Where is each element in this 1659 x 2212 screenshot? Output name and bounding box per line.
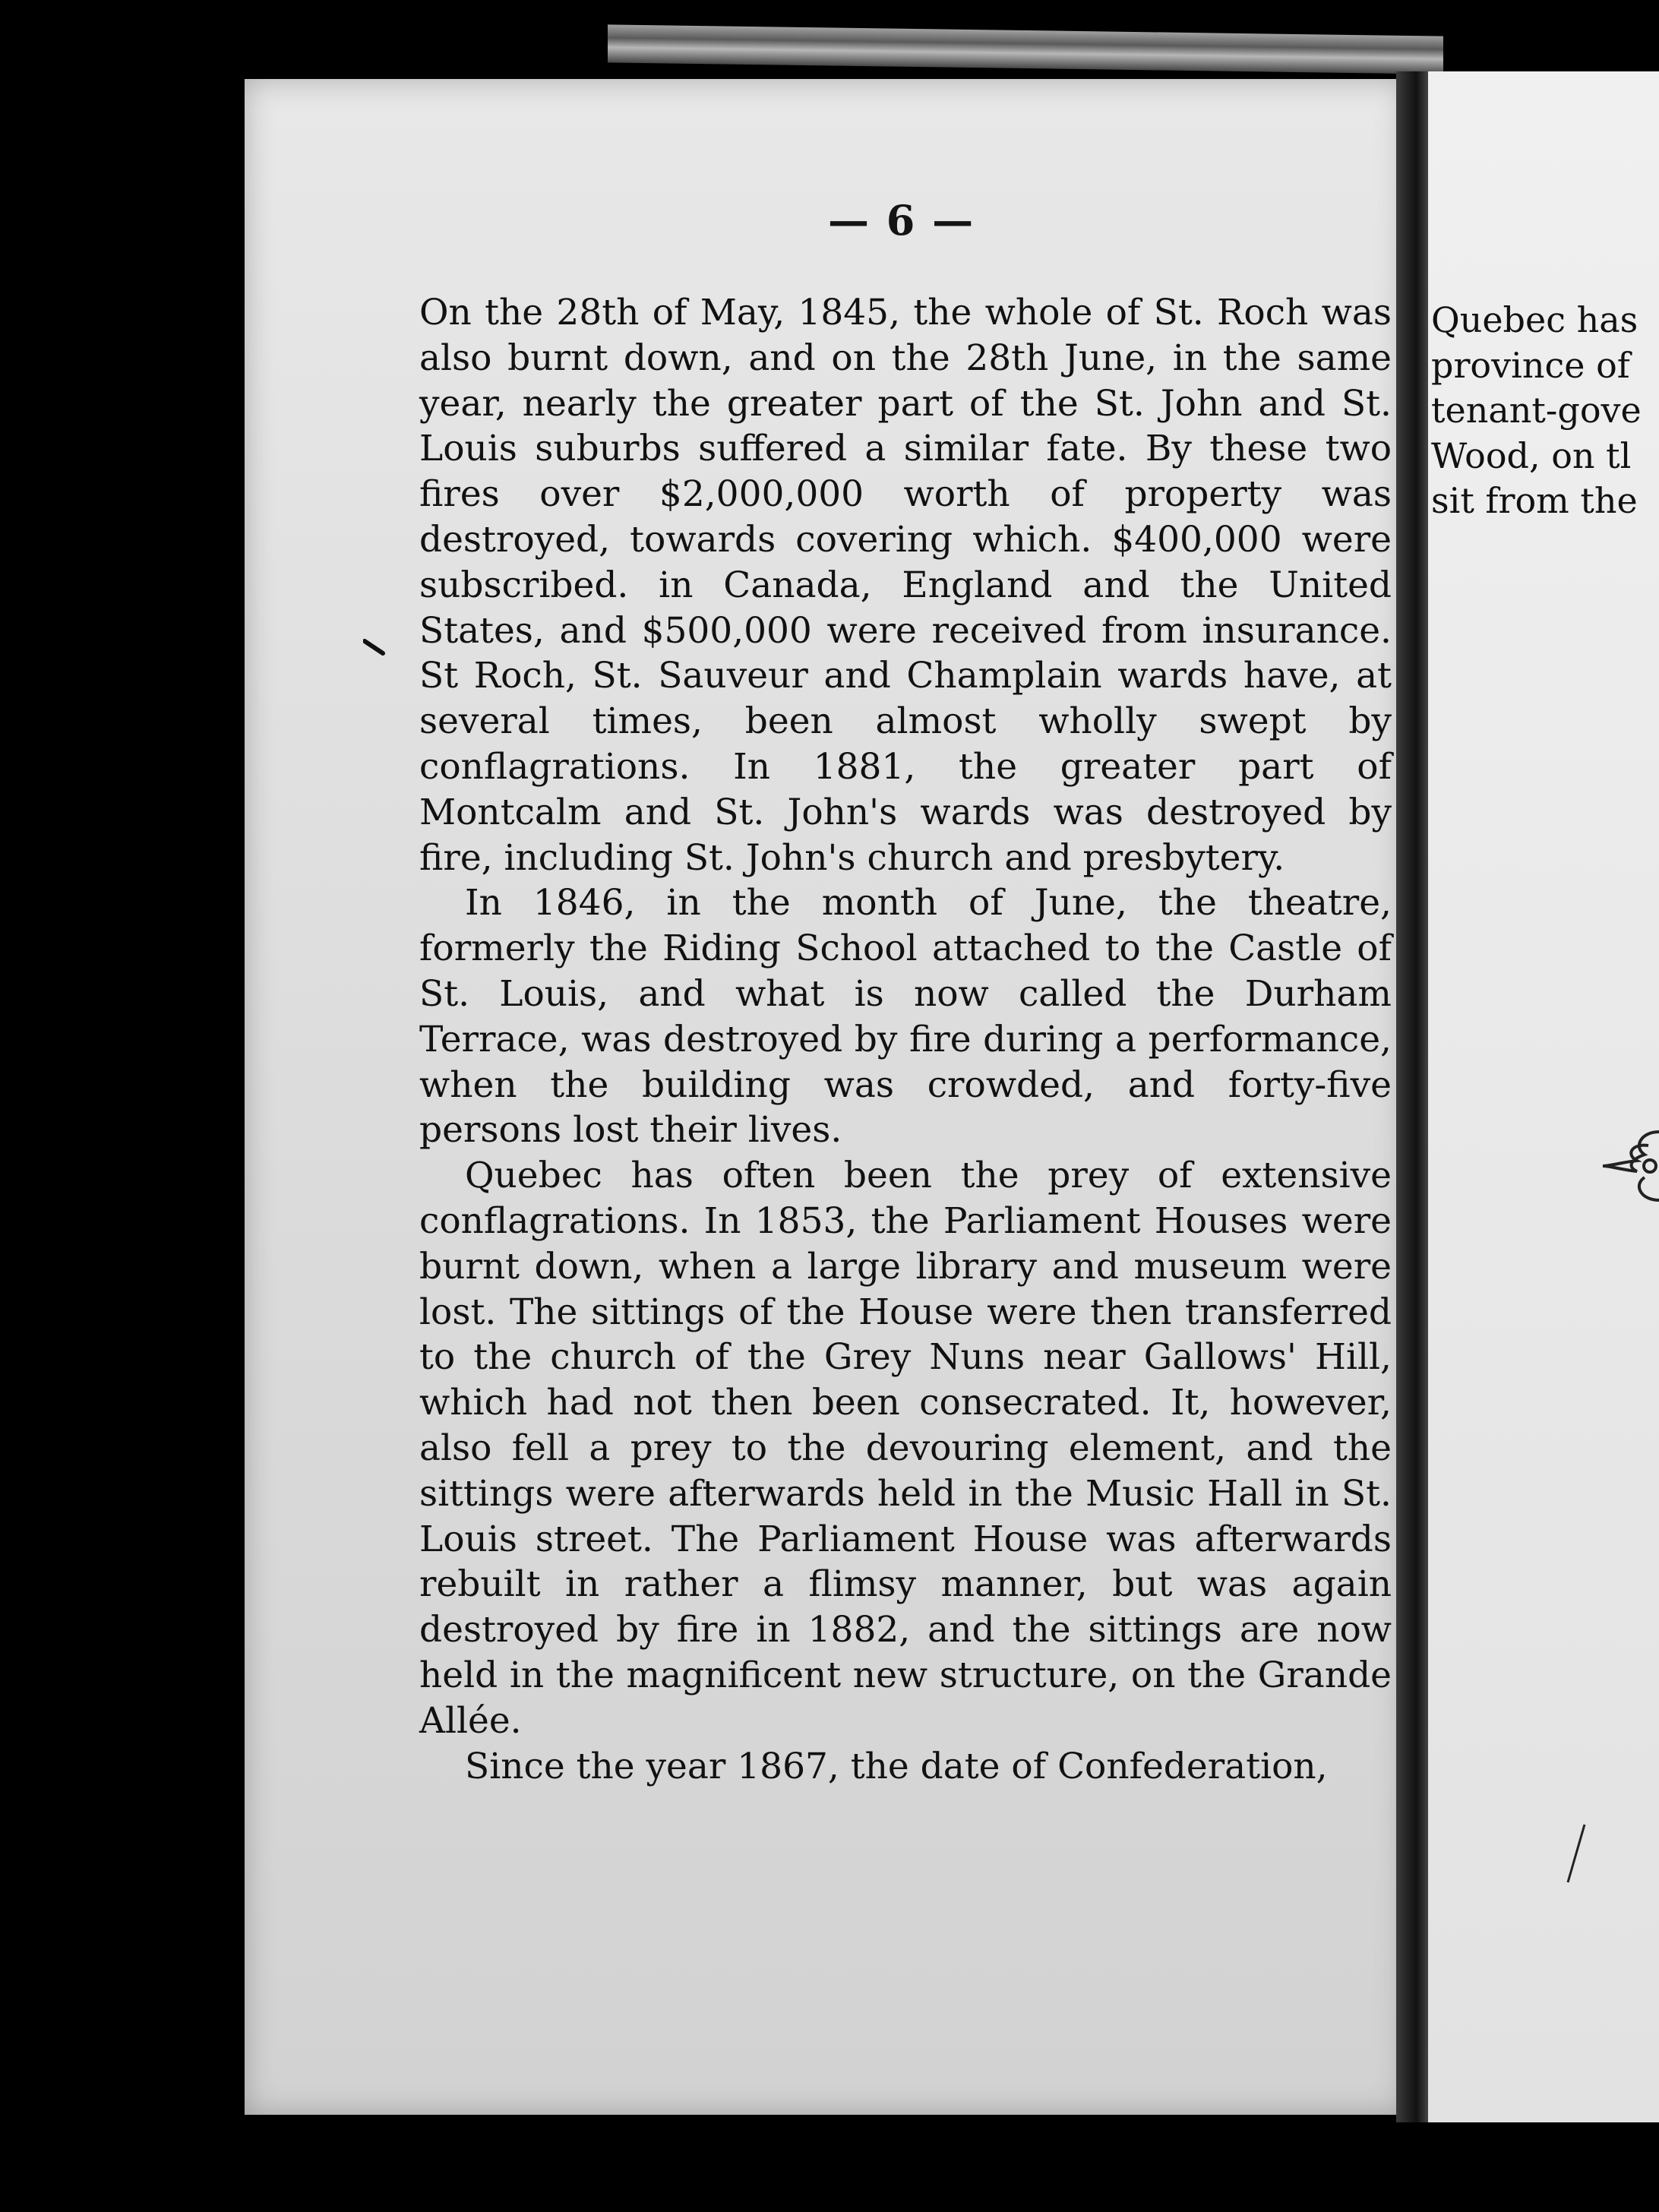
paragraph-3: Quebec has often been the prey of extensive conflagrations. In 1853, the Parliament Houses were burnt down, when a large library and museum were lost. The sittings of the House were then transferred to the church of the Grey Nuns near Gallows' Hill, which had not then been consecrated. It, however, also fell a prey to the devouring element, and the sittings were afterwards held in the Music Hall in St. Louis street. The Parliament House was afterwards rebuilt in rather a flimsy manner, but was again destroyed by fire in 1882, and the sittings are now held in the magnificent new structure, on the Grande Allée. xyxy=(419,1155,1392,1742)
right-line-1: Quebec has xyxy=(1431,299,1638,340)
body-text xyxy=(419,290,1392,1789)
right-page-text xyxy=(1428,298,1659,524)
ornament-flourish-icon xyxy=(1603,1124,1659,1208)
right-line-5: sit from the xyxy=(1431,480,1638,521)
ink-mark xyxy=(363,638,386,656)
book-gutter xyxy=(1396,71,1430,2122)
right-line-2: province of xyxy=(1431,344,1630,386)
page-edge-stack xyxy=(608,24,1443,74)
scratch-mark xyxy=(1565,1823,1588,1884)
right-line-3: tenant-gove xyxy=(1431,390,1642,431)
right-line-4: Wood, on tl xyxy=(1431,434,1632,476)
paragraph-1: On the 28th of May, 1845, the whole of St. Roch was also burnt down, and on the 28th June, in the same year, nearly the greater part of the St. John and St. Louis suburbs suffered a similar fate. By these two fires over $2,000,000 worth of property was destroyed, towards covering which. $400,000 were subscribed. in Canada, England and the United States, and $500,000 were received from insurance. St Roch, St. Sauveur and Champlain wards have, at several times, been almost wholly swept by conflagrations. In 1881, the greater part of Montcalm and St. John's wards was destroyed by fire, including St. John's church and presbytery. xyxy=(419,292,1392,879)
page-number: — 6 — xyxy=(828,196,975,245)
paragraph-4: Since the year 1867, the date of Confederation, xyxy=(465,1745,1328,1787)
paragraph-2: In 1846, in the month of June, the theatre, formerly the Riding School attached to the Castle of St. Louis, and what is now called the Durham Terrace, was destroyed by fire during a performance, when the building was crowded, and forty-five persons lost their lives. xyxy=(419,882,1392,1152)
